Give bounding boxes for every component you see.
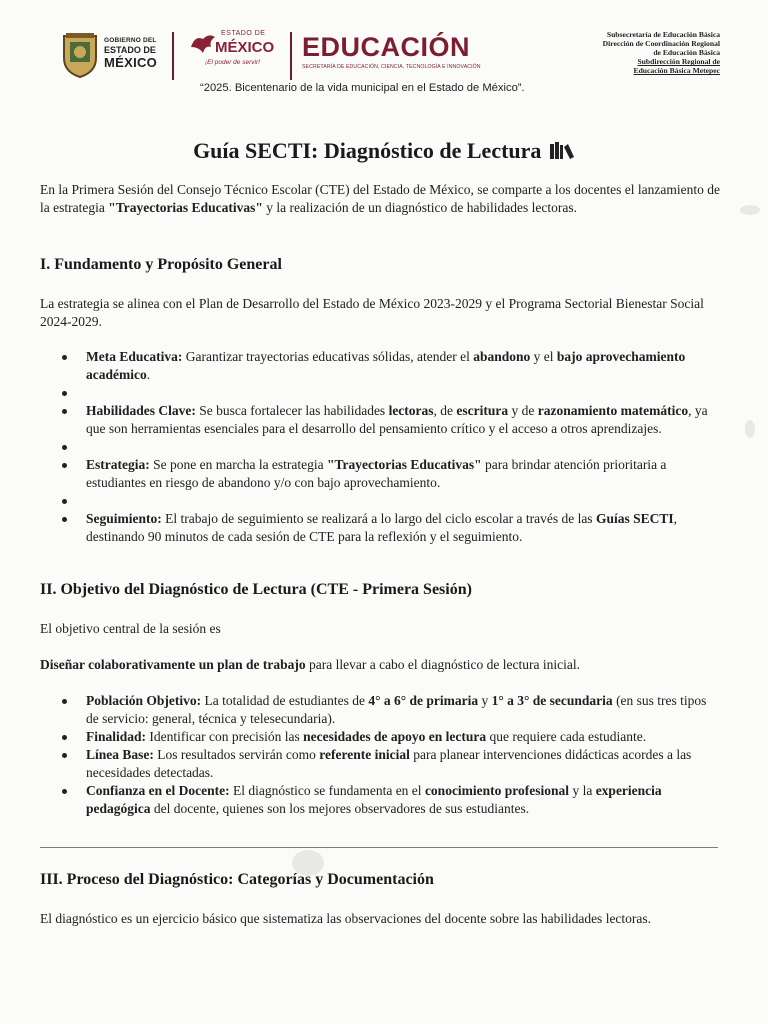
bullet-text: Identificar con precisión las bbox=[146, 729, 304, 744]
books-icon bbox=[549, 142, 575, 160]
bullet-bold: lectoras bbox=[388, 403, 434, 418]
subsec-line-5: Educación Básica Metepec bbox=[633, 66, 720, 76]
section-1-heading: I. Fundamento y Propósito General bbox=[40, 256, 282, 273]
empty-list-item bbox=[40, 384, 720, 402]
bullet-text: y de bbox=[508, 403, 538, 418]
list-item bbox=[40, 782, 720, 818]
section-2-heading: II. Objetivo del Diagnóstico de Lectura (CTE - Primera Sesión) bbox=[40, 581, 472, 598]
bullet-bold: escritura bbox=[456, 403, 509, 418]
bullet-bold: abandono bbox=[473, 349, 531, 364]
education-subtitle: SECRETARÍA DE EDUCACIÓN, CIENCIA, TECNOLOGÍA E INNOVACIÓN bbox=[302, 64, 481, 70]
list-item bbox=[40, 510, 720, 546]
bullet-text: y el bbox=[530, 349, 557, 364]
bullet-text: Se pone en marcha la estrategia bbox=[149, 457, 328, 472]
section-1-bullets bbox=[40, 348, 720, 546]
bullet-text: , destinando 90 minutos de cada sesión de CTE para la reflexión y el seguimiento. bbox=[86, 511, 677, 544]
bullet-text: La totalidad de estudiantes de bbox=[201, 693, 369, 708]
edomex-slogan: ¡El poder de servir! bbox=[205, 59, 260, 66]
subsecretaria-block bbox=[603, 30, 720, 76]
scan-smudge bbox=[740, 205, 760, 215]
bullet-bold: necesidades de apoyo en lectura bbox=[303, 729, 487, 744]
empty-list-item bbox=[40, 492, 720, 510]
bullet-text: y bbox=[478, 693, 492, 708]
bullet-label: Línea Base: bbox=[86, 747, 154, 762]
bullet-text: para brindar atención prioritaria a estudiantes en riesgo de abandono y/o con bajo aprovechamiento. bbox=[86, 457, 667, 490]
bullet-bold: conocimiento profesional bbox=[424, 783, 570, 798]
bullet-bold: 1° a 3° de secundaria bbox=[491, 693, 613, 708]
state-shield-icon bbox=[60, 32, 100, 78]
state-government-logo-text bbox=[104, 38, 157, 69]
bullet-text: . bbox=[146, 367, 151, 382]
list-item bbox=[40, 746, 720, 782]
bullet-text: que requiere cada estudiante. bbox=[486, 729, 647, 744]
intro-text-2: y la realización de un diagnóstico de habilidades lectoras. bbox=[262, 200, 577, 215]
bullet-label: Finalidad: bbox=[86, 729, 147, 744]
bullet-text: El trabajo de seguimiento se realizará a lo largo del ciclo escolar a través de las bbox=[161, 511, 596, 526]
section-2-bullets bbox=[40, 692, 720, 818]
gob-line-3: MÉXICO bbox=[104, 54, 158, 70]
bullet-text: (en sus tres tipos de servicio: general, técnica y telesecundaria). bbox=[86, 693, 707, 726]
edomex-line-2: MÉXICO bbox=[215, 39, 275, 56]
edomex-line-1: ESTADO DE bbox=[221, 30, 266, 37]
bullet-bold: Guías SECTI bbox=[595, 511, 674, 526]
edomex-logo bbox=[185, 30, 295, 80]
empty-list-item bbox=[40, 438, 720, 456]
bullet-label: Seguimiento: bbox=[86, 511, 162, 526]
title-text: Guía SECTI: Diagnóstico de Lectura bbox=[193, 138, 542, 163]
bullet-label: Estrategia: bbox=[86, 457, 150, 472]
bullet-bold: bajo aprovechamiento académico bbox=[86, 349, 686, 382]
bullet-bold: "Trayectorias Educativas" bbox=[327, 457, 482, 472]
scan-smudge bbox=[292, 850, 324, 876]
bullet-text: , de bbox=[433, 403, 457, 418]
bullet-text: Se busca fortalecer las habilidades bbox=[195, 403, 389, 418]
section-2-objective bbox=[40, 656, 720, 674]
bullet-bold: experiencia pedagógica bbox=[86, 783, 662, 816]
bullet-bold: referente inicial bbox=[319, 747, 410, 762]
subsec-line-2: Dirección de Coordinación Regional bbox=[602, 39, 720, 49]
bullet-label: Población Objetivo: bbox=[86, 693, 202, 708]
bullet-text: y la bbox=[569, 783, 596, 798]
section-1-paragraph: La estrategia se alinea con el Plan de Desarrollo del Estado de México 2023-2029 y el Programa Sectorial Bienestar Social 2024-2029. bbox=[40, 296, 704, 329]
horizontal-rule bbox=[40, 847, 718, 848]
gob-line-2: ESTADO DE bbox=[104, 44, 156, 55]
list-item bbox=[40, 456, 720, 492]
section-3-paragraph: El diagnóstico es un ejercicio básico que sistematiza las observaciones del docente sobre las habilidades lectoras. bbox=[40, 911, 652, 926]
bullet-text: del docente, quienes son los mejores observadores de sus estudiantes. bbox=[150, 801, 530, 816]
intro-text-1: En la Primera Sesión del Consejo Técnico Escolar (CTE) del Estado de México, se comparte a los docentes el lanzamiento de la estrategia bbox=[40, 182, 720, 215]
bullet-text: Los resultados servirán como bbox=[153, 747, 320, 762]
bullet-text: El diagnóstico se fundamenta en el bbox=[229, 783, 425, 798]
objective-text: para llevar a cabo el diagnóstico de lectura inicial. bbox=[305, 657, 580, 672]
education-title: EDUCACIÓN bbox=[302, 32, 471, 62]
bullet-text: Garantizar trayectorias educativas sólidas, atender el bbox=[182, 349, 474, 364]
year-motto: “2025. Bicentenario de la vida municipal en el Estado de México”. bbox=[200, 82, 525, 94]
list-item bbox=[40, 402, 720, 438]
bullet-text: , ya que son herramientas esenciales para el desarrollo del pensamiento crítico y el acceso a otros aprendizajes. bbox=[86, 403, 708, 436]
intro-paragraph bbox=[40, 181, 720, 217]
objective-bold: Diseñar colaborativamente un plan de trabajo bbox=[40, 657, 306, 672]
scan-smudge bbox=[745, 420, 755, 438]
page-title bbox=[0, 138, 768, 164]
logo-divider bbox=[290, 32, 292, 80]
list-item bbox=[40, 692, 720, 728]
bullet-label: Confianza en el Docente: bbox=[86, 783, 230, 798]
edomex-bird-icon bbox=[189, 33, 217, 59]
subsec-line-4: Subdirección Regional de bbox=[637, 57, 720, 67]
list-item bbox=[40, 348, 720, 384]
gob-line-1: GOBIERNO DEL bbox=[104, 37, 157, 44]
section-2-intro: El objetivo central de la sesión es bbox=[40, 621, 221, 636]
bullet-text: para planear intervenciones didácticas acordes a las necesidades detectadas. bbox=[86, 747, 692, 780]
bullet-label: Habilidades Clave: bbox=[86, 403, 196, 418]
subsec-line-1: Subsecretaría de Educación Básica bbox=[606, 30, 720, 39]
letterhead bbox=[60, 28, 720, 88]
list-item bbox=[40, 728, 720, 746]
bullet-label: Meta Educativa: bbox=[86, 349, 183, 364]
bullet-bold: 4° a 6° de primaria bbox=[368, 693, 479, 708]
subsec-line-3: de Educación Básica bbox=[653, 48, 720, 58]
intro-bold-1: "Trayectorias Educativas" bbox=[108, 200, 263, 215]
logo-divider bbox=[172, 32, 174, 80]
bullet-bold: razonamiento matemático bbox=[537, 403, 689, 418]
section-3-heading: III. Proceso del Diagnóstico: Categorías y Documentación bbox=[40, 871, 434, 888]
education-logo bbox=[302, 34, 481, 70]
